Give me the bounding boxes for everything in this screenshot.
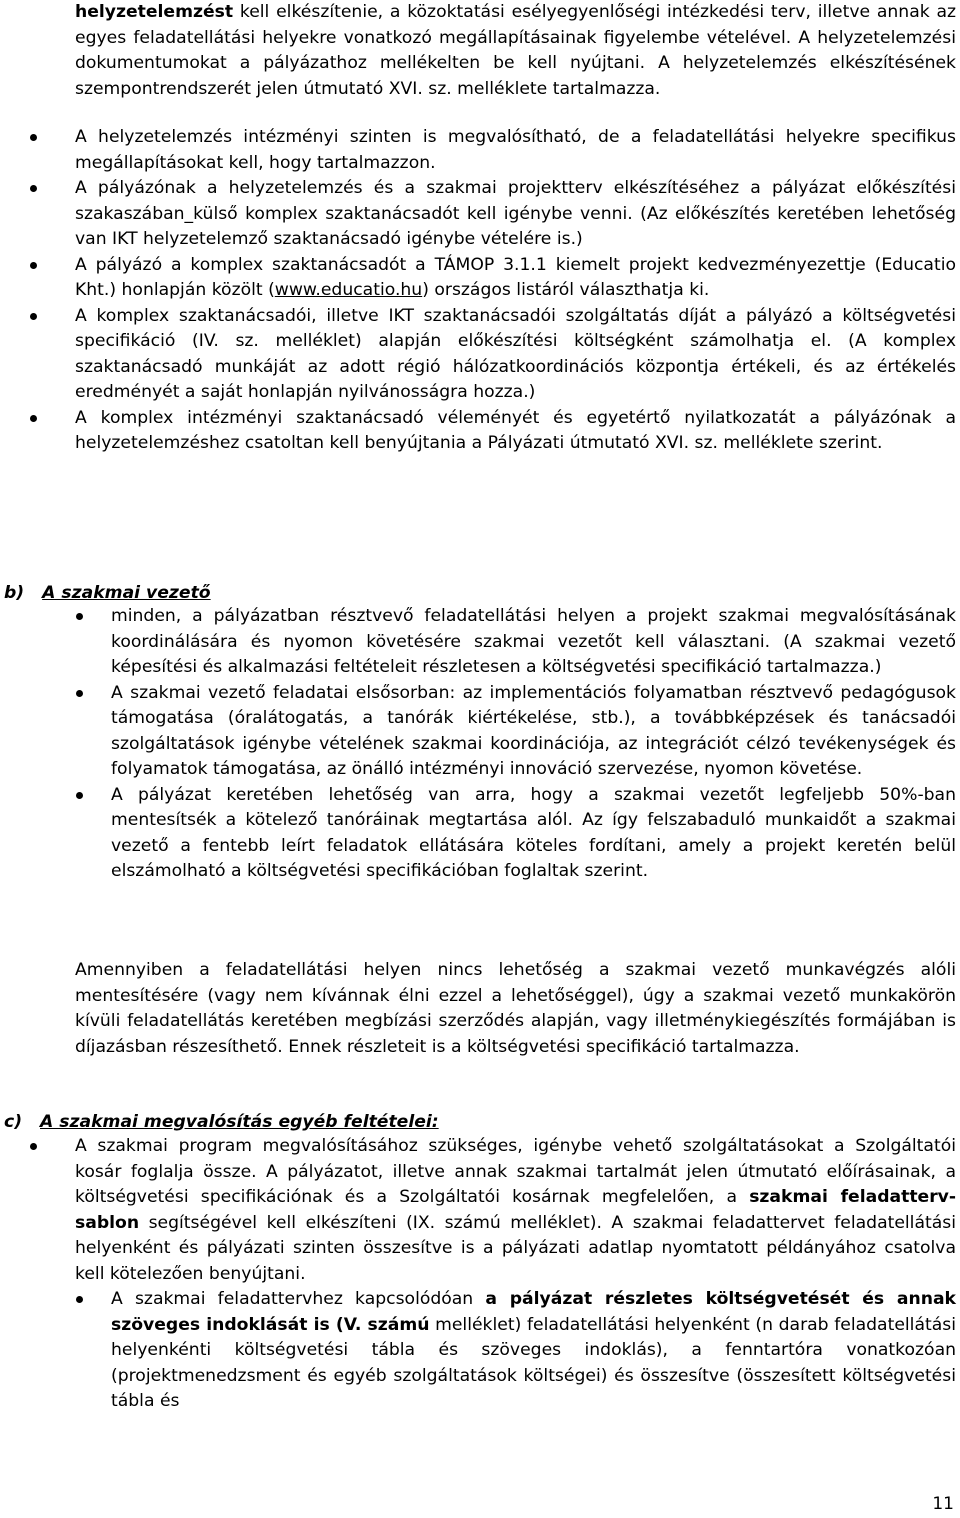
requirements-list xyxy=(0,125,956,457)
bullet-icon xyxy=(30,313,37,320)
section-c-letter: c) xyxy=(4,1112,23,1132)
list-item xyxy=(0,304,956,406)
list-item-text xyxy=(111,1287,956,1415)
list-item-text xyxy=(75,253,956,304)
bullet-icon xyxy=(76,792,83,799)
bullet-icon xyxy=(30,134,37,141)
list-item xyxy=(0,1134,956,1287)
list-item-text-part: ) országos listáról választhatja ki. xyxy=(422,280,710,300)
intro-paragraph xyxy=(75,0,956,102)
koltsegvetes-bold: a pályázat részletes költségvetését és annak szöveges indoklását is (V. számú xyxy=(111,1289,956,1335)
list-item-text-part: A pályázó a komplex szaktanácsadót a TÁMOP 3.1.1 kiemelt projekt kedvezményezettje (Educatio Kht.) honlapján közölt ( xyxy=(75,254,956,300)
list-item xyxy=(0,253,956,304)
section-c-heading xyxy=(4,1110,439,1135)
list-item xyxy=(0,681,956,783)
section-b-list xyxy=(0,604,956,885)
list-item-text: minden, a pályázatban résztvevő feladatellátási helyen a projekt szakmai megvalósításának koordinálására és nyomon követésére szakmai vezetőt kell választani. (A szakmai vezető képesítési és alkalmazási feltételeit részletesen a költségvetési specifikáció tartalmazza.) xyxy=(111,606,956,677)
bullet-icon xyxy=(76,690,83,697)
list-item xyxy=(0,176,956,253)
section-b-paragraph: Amennyiben a feladatellátási helyen nincs lehetőség a szakmai vezető munkavégzés alóli mentesítésére (vagy nem kívánnak élni ezzel a lehetőséggel), úgy a szakmai vezető munkakörön kívüli feladatellátás keretében megbízási szerződés alapján, vagy illetménykiegészítés formájában is díjazásban részesíthető. Ennek részleteit is a költségvetési specifikáció tartalmazza. xyxy=(75,960,956,1057)
page-number: 11 xyxy=(932,1494,954,1514)
list-item xyxy=(0,125,956,176)
bullet-icon xyxy=(30,1143,37,1150)
intro-text: kell elkészítenie, a közoktatási esélyegyenlőségi intézkedési terv, illetve annak az egyes feladatellátási helyekre vonatkozó megállapításainak figyelembe vételével. A helyzetelemzési dokumentumokat a pályázathoz mellékelten be kell nyújtani. A helyzetelemzés elkészítésének szempontrendszerét jelen útmutató XVI. sz. melléklete tartalmazza. xyxy=(75,2,956,99)
list-item xyxy=(0,604,956,681)
bullet-icon xyxy=(30,185,37,192)
bullet-icon xyxy=(30,415,37,422)
list-item-text-part: A szakmai program megvalósításához szükséges, igénybe vehető szolgáltatásokat a Szolgáltatói kosár foglalja össze. A pályázatot, illetve annak szakmai tartalmát jelen útmutató előírásainak, a költségvetési specifikációnak és a Szolgáltatói kosárnak megfelelően, a xyxy=(75,1136,956,1207)
list-item xyxy=(0,783,956,885)
list-item xyxy=(0,406,956,457)
list-item-text: A helyzetelemzés intézményi szinten is megvalósítható, de a feladatellátási helyekre specifikus megállapításokat kell, hogy tartalmazzon. xyxy=(75,127,956,173)
bullet-icon xyxy=(76,613,83,620)
educatio-link[interactable]: www.educatio.hu xyxy=(274,280,423,300)
list-item-text: A szakmai vezető feladatai elsősorban: az implementációs folyamatban résztvevő pedagógusok támogatása (óralátogatás, a tanórák kiértékelése, stb.), a továbbképzések és tanácsadói szolgáltatások igénybe vételének szakmai koordinációja, az integrációt célzó tevékenységek és folyamatok támogatása, az önálló intézményi innováció szervezése, nyomon követése. xyxy=(111,682,956,779)
section-b-paragraph-block xyxy=(75,958,956,1060)
list-item-text: A pályázónak a helyzetelemzés és a szakmai projektterv elkészítéséhez a pályázat előkészítési szakaszában_külső komplex szaktanácsadót kell igénybe venni. (Az előkészítés keretében lehetőség van IKT helyzetelemző szaktanácsadó igénybe vételére is.) xyxy=(75,178,956,249)
intro-paragraph-block xyxy=(75,0,956,102)
section-c-list xyxy=(0,1134,956,1415)
list-item xyxy=(0,1287,956,1415)
section-b-title: A szakmai vezető xyxy=(42,583,211,603)
section-b-letter: b) xyxy=(4,583,25,603)
list-item-text-part: segítségével kell elkészíteni (IX. számú melléklet). A szakmai feladattervet feladatellátási helyenként és pályázati szinten összesítve is a pályázati adatlap nyomtatott példányához csatolva kell kötelezően benyújtani. xyxy=(75,1212,956,1284)
feladatterv-sablon-bold: szakmai feladatterv-sablon xyxy=(75,1187,957,1233)
list-item-text: A komplex szaktanácsadói, illetve IKT szaktanácsadói szolgáltatás díját a pályázó a költségvetési specifikáció (IV. sz. melléklet) alapján előkészítési költségként számolhatja el. (A komplex szaktanácsadó munkáját az adott régió hálózatkoordinációs központja értékeli, és az értékelés eredményét a saját honlapján nyilvánosságra hozza.) xyxy=(75,305,956,402)
section-b-heading xyxy=(4,581,211,606)
list-item-text: A pályázat keretében lehetőség van arra, hogy a szakmai vezetőt legfeljebb 50%-ban mentesítsék a kötelező tanóráinak megtartása alól. Az így felszabaduló munkaidőt a szakmai vezető a fentebb leírt feladatok ellátására köteles fordítani, amely a projekt keretén belül elszámolható a költségvetési specifikációban foglaltak szerint. xyxy=(111,784,956,881)
bullet-icon xyxy=(30,262,37,269)
list-item-text-part: A szakmai feladattervhez kapcsolódóan xyxy=(111,1289,486,1309)
bullet-icon xyxy=(76,1296,83,1303)
list-item-text: A komplex intézményi szaktanácsadó véleményét és egyetértő nyilatkozatát a pályázónak a helyzetelemzéshez csatoltan kell benyújtania a Pályázati útmutató XVI. sz. melléklete szerint. xyxy=(75,407,956,453)
intro-bold-lead: helyzetelemzést xyxy=(75,2,234,22)
section-c-title: A szakmai megvalósítás egyéb feltételei: xyxy=(40,1112,439,1132)
list-item-text xyxy=(75,1134,956,1287)
list-item-text-part: melléklet) feladatellátási helyenként (n darab feladatellátási helyenkénti költségvetési tábla és szöveges indoklás), a fenntartóra vonatkozóan (projektmenedzsment és egyéb szolgáltatások költségei) és összesítve (összesített költségvetési tábla és xyxy=(111,1314,956,1411)
